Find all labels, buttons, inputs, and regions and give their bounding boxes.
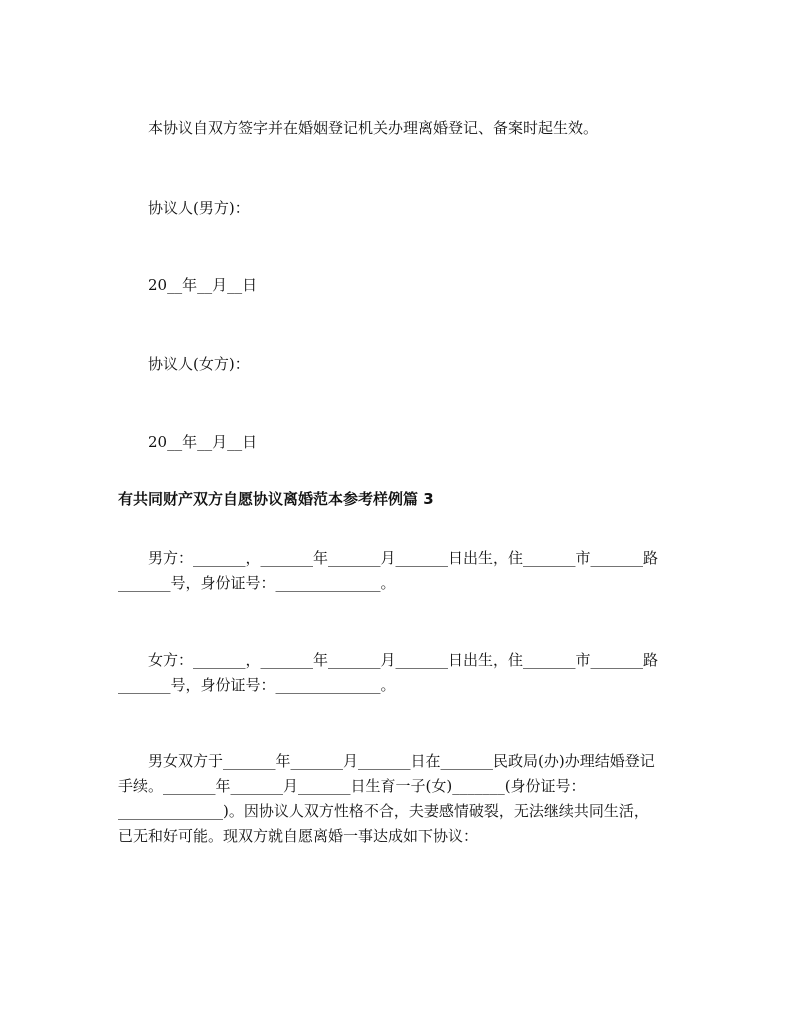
section-title: 有共同财产双方自愿协议离婚范本参考样例篇 3 [118,490,434,508]
male-party-line-1: 男方：_______，_______年_______月_______日出生，住_______市_______路 [148,549,659,567]
signatory-male-label: 协议人(男方)： [148,199,250,217]
date-male: 20__年__月__日 [148,276,258,294]
female-party-line-1: 女方：_______，_______年_______月_______日出生，住_______市_______路 [148,651,659,669]
signatory-female-label: 协议人(女方)： [148,355,250,373]
effective-clause: 本协议自双方签字并在婚姻登记机关办理离婚登记、备案时起生效。 [148,119,599,137]
marriage-paragraph-line-2: 手续。_______年_______月_______日生育一子(女)_______(身份证号： [118,777,586,795]
date-female: 20__年__月__日 [148,433,258,451]
female-party-line-2: _______号，身份证号：______________。 [118,676,396,694]
marriage-paragraph-line-4: 已无和好可能。现双方就自愿离婚一事达成如下协议： [118,827,479,845]
male-party-line-2: _______号，身份证号：______________。 [118,574,396,592]
marriage-paragraph-line-1: 男女双方于_______年_______月_______日在_______民政局(办)办理结婚登记 [148,752,655,770]
marriage-paragraph-line-3: ______________)。因协议人双方性格不合，夫妻感情破裂，无法继续共同生活， [118,802,649,820]
